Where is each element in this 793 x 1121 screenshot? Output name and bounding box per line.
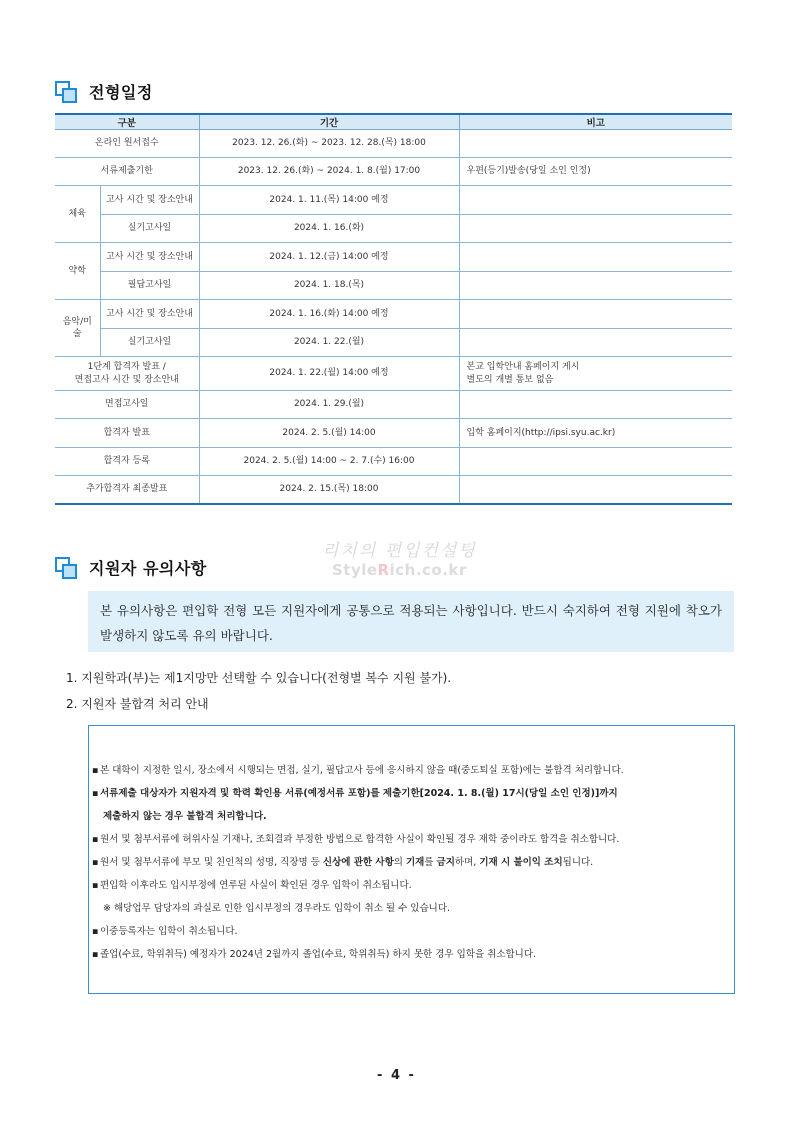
info-text-emphasis: 신상에 관한 사항 bbox=[322, 857, 394, 868]
row-period: 2024. 1. 16.(화) bbox=[199, 215, 459, 243]
row-period: 2024. 1. 29.(월) bbox=[199, 391, 459, 419]
watermark-line2 bbox=[322, 561, 477, 579]
bullet-icon: ▪ bbox=[92, 949, 99, 960]
info-text bbox=[100, 851, 734, 874]
disqualification-info-box bbox=[88, 725, 735, 994]
row-category: 추가합격자 최종발표 bbox=[55, 476, 199, 504]
info-text: 졸업(수료, 학위취득) 예정자가 2024년 2월까지 졸업(수료, 학위취득) 하지 못한 경우 입학을 취소합니다. bbox=[100, 949, 537, 960]
row-period: 2024. 1. 11.(목) 14:00 예정 bbox=[199, 186, 459, 215]
info-line bbox=[89, 828, 734, 851]
row-period: 2024. 2. 5.(월) 14:00 ~ 2. 7.(수) 16:00 bbox=[199, 448, 459, 476]
row-note bbox=[459, 300, 732, 329]
info-line bbox=[89, 920, 734, 943]
info-line bbox=[89, 943, 734, 966]
page-number: - 4 - bbox=[377, 1068, 416, 1083]
row-period: 2024. 1. 16.(화) 14:00 예정 bbox=[199, 300, 459, 329]
row-note: 우편(등기)발송(당일 소인 인정) bbox=[459, 158, 732, 186]
info-text-emphasis: 기재 시 불이익 조치 bbox=[479, 857, 563, 868]
info-text: ※ 해당업무 담당자의 과실로 인한 입시부정의 경우라도 입학이 취소 될 수 있습니다. bbox=[103, 903, 451, 914]
bullet-icon: ▪ bbox=[92, 926, 99, 937]
row-note-line: 별도의 개별 통보 없음 bbox=[466, 374, 554, 385]
info-line-continued bbox=[89, 805, 734, 828]
table-row bbox=[55, 391, 732, 419]
row-note bbox=[459, 329, 732, 357]
notice-section-heading bbox=[55, 556, 207, 579]
table-row bbox=[55, 243, 732, 272]
schedule-section-title: 전형일정 bbox=[89, 83, 153, 102]
row-subcategory: 필답고사일 bbox=[100, 272, 199, 300]
table-row bbox=[55, 158, 732, 186]
header-category: 구분 bbox=[55, 114, 199, 130]
info-text: 서류제출 대상자가 지원자격 및 학력 확인용 서류(예정서류 포함)를 제출기한[2024. 1. 8.(월) 17시(당일 소인 인정)]까지 bbox=[100, 788, 618, 799]
notice-section-title: 지원자 유의사항 bbox=[89, 559, 207, 578]
schedule-table bbox=[55, 113, 732, 505]
row-note bbox=[459, 243, 732, 272]
row-period: 2024. 2. 15.(목) 18:00 bbox=[199, 476, 459, 504]
row-note-line: 본교 입학안내 홈페이지 게시 bbox=[466, 362, 580, 373]
row-note bbox=[459, 357, 732, 391]
row-note bbox=[459, 476, 732, 504]
row-period: 2024. 1. 18.(목) bbox=[199, 272, 459, 300]
row-period: 2024. 1. 22.(월) 14:00 예정 bbox=[199, 357, 459, 391]
info-line bbox=[89, 782, 734, 805]
info-subnote bbox=[89, 897, 734, 920]
row-period: 2024. 1. 22.(월) bbox=[199, 329, 459, 357]
info-text-emphasis: 기재 bbox=[405, 857, 425, 868]
row-period: 2024. 1. 12.(금) 14:00 예정 bbox=[199, 243, 459, 272]
header-period: 기간 bbox=[199, 114, 459, 130]
row-subcategory: 고사 시간 및 장소안내 bbox=[100, 186, 199, 215]
section-square-icon bbox=[55, 81, 79, 103]
row-subcategory: 고사 시간 및 장소안내 bbox=[100, 300, 199, 329]
row-note bbox=[459, 391, 732, 419]
list-item: 1. 지원학과(부)는 제1지망만 선택할 수 있습니다(전형별 복수 지원 불가). bbox=[66, 671, 452, 685]
bullet-icon: ▪ bbox=[92, 880, 99, 891]
info-line bbox=[89, 851, 734, 874]
table-row bbox=[55, 329, 732, 357]
info-text-part: 를 bbox=[424, 857, 437, 868]
notice-box: 본 유의사항은 편입학 전형 모든 지원자에게 공통으로 적용되는 사항입니다. 반드시 숙지하여 전형 지원에 착오가 발생하지 않도록 유의 바랍니다. bbox=[88, 591, 734, 652]
info-text-part: 원서 및 첨부서류에 부모 및 친인척의 성명, 직장명 등 bbox=[100, 857, 323, 868]
table-row bbox=[55, 272, 732, 300]
bullet-icon: ▪ bbox=[92, 857, 99, 868]
row-note bbox=[459, 215, 732, 243]
row-period: 2023. 12. 26.(화) ~ 2024. 1. 8.(월) 17:00 bbox=[199, 158, 459, 186]
watermark-text: ich.co.kr bbox=[389, 561, 467, 579]
table-row bbox=[55, 300, 732, 329]
schedule-section-heading bbox=[55, 80, 153, 103]
header-note: 비고 bbox=[459, 114, 732, 130]
row-category-line: 면접고사 시간 및 장소안내 bbox=[74, 374, 179, 385]
row-period: 2023. 12. 26.(화) ~ 2023. 12. 28.(목) 18:00 bbox=[199, 130, 459, 158]
table-row bbox=[55, 419, 732, 448]
info-text-part: 됩니다. bbox=[562, 857, 594, 868]
row-note bbox=[459, 130, 732, 158]
row-category: 합격자 발표 bbox=[55, 419, 199, 448]
table-header-row bbox=[55, 114, 732, 130]
row-group: 음악/미술 bbox=[55, 300, 100, 357]
info-text-emphasis: 금지 bbox=[436, 857, 455, 868]
watermark-line1: 리치의 편입컨설팅 bbox=[322, 541, 477, 561]
list-item: 2. 지원자 불합격 처리 안내 bbox=[66, 697, 209, 711]
watermark-text: Style bbox=[331, 561, 378, 579]
row-category: 서류제출기한 bbox=[55, 158, 199, 186]
table-row bbox=[55, 186, 732, 215]
row-category: 합격자 등록 bbox=[55, 448, 199, 476]
row-subcategory: 고사 시간 및 장소안내 bbox=[100, 243, 199, 272]
row-subcategory: 실기고사일 bbox=[100, 329, 199, 357]
info-text-part: 하며, bbox=[454, 857, 480, 868]
row-note bbox=[459, 186, 732, 215]
bullet-icon: ▪ bbox=[92, 765, 99, 776]
table-row bbox=[55, 215, 732, 243]
table-row bbox=[55, 130, 732, 158]
row-group: 체육 bbox=[55, 186, 100, 243]
row-category-line: 1단계 합격자 발표 / bbox=[87, 362, 166, 373]
info-line bbox=[89, 874, 734, 897]
info-text: 본 대학이 지정한 일시, 장소에서 시행되는 면접, 실기, 필답고사 등에 응시하지 않을 때(중도퇴실 포함)에는 불합격 처리합니다. bbox=[100, 765, 624, 776]
row-group: 약학 bbox=[55, 243, 100, 300]
info-text: 제출하지 않는 경우 불합격 처리합니다. bbox=[103, 811, 267, 822]
row-note: 입학 홈페이지(http://ipsi.syu.ac.kr) bbox=[459, 419, 732, 448]
table-row bbox=[55, 357, 732, 391]
row-note bbox=[459, 272, 732, 300]
row-subcategory: 실기고사일 bbox=[100, 215, 199, 243]
row-category bbox=[55, 357, 199, 391]
row-category: 온라인 원서접수 bbox=[55, 130, 199, 158]
info-text: 원서 및 첨부서류에 허위사실 기재나, 조회결과 부정한 방법으로 합격한 사실이 확인될 경우 재학 중이라도 합격을 취소합니다. bbox=[100, 834, 620, 845]
bullet-icon: ▪ bbox=[92, 788, 99, 799]
table-row bbox=[55, 476, 732, 504]
section-square-icon bbox=[55, 557, 79, 579]
watermark bbox=[322, 536, 477, 579]
watermark-text-accent: R bbox=[377, 561, 390, 579]
row-period: 2024. 2. 5.(월) 14:00 bbox=[199, 419, 459, 448]
info-text: 이중등록자는 입학이 취소됩니다. bbox=[100, 926, 238, 937]
table-row bbox=[55, 448, 732, 476]
bullet-icon: ▪ bbox=[92, 834, 99, 845]
row-category: 면접고사일 bbox=[55, 391, 199, 419]
row-note bbox=[459, 448, 732, 476]
info-text: 편입학 이후라도 입시부정에 연루된 사실이 확인된 경우 입학이 취소됩니다. bbox=[100, 880, 412, 891]
info-line bbox=[89, 759, 734, 782]
info-text-part: 의 bbox=[393, 857, 406, 868]
